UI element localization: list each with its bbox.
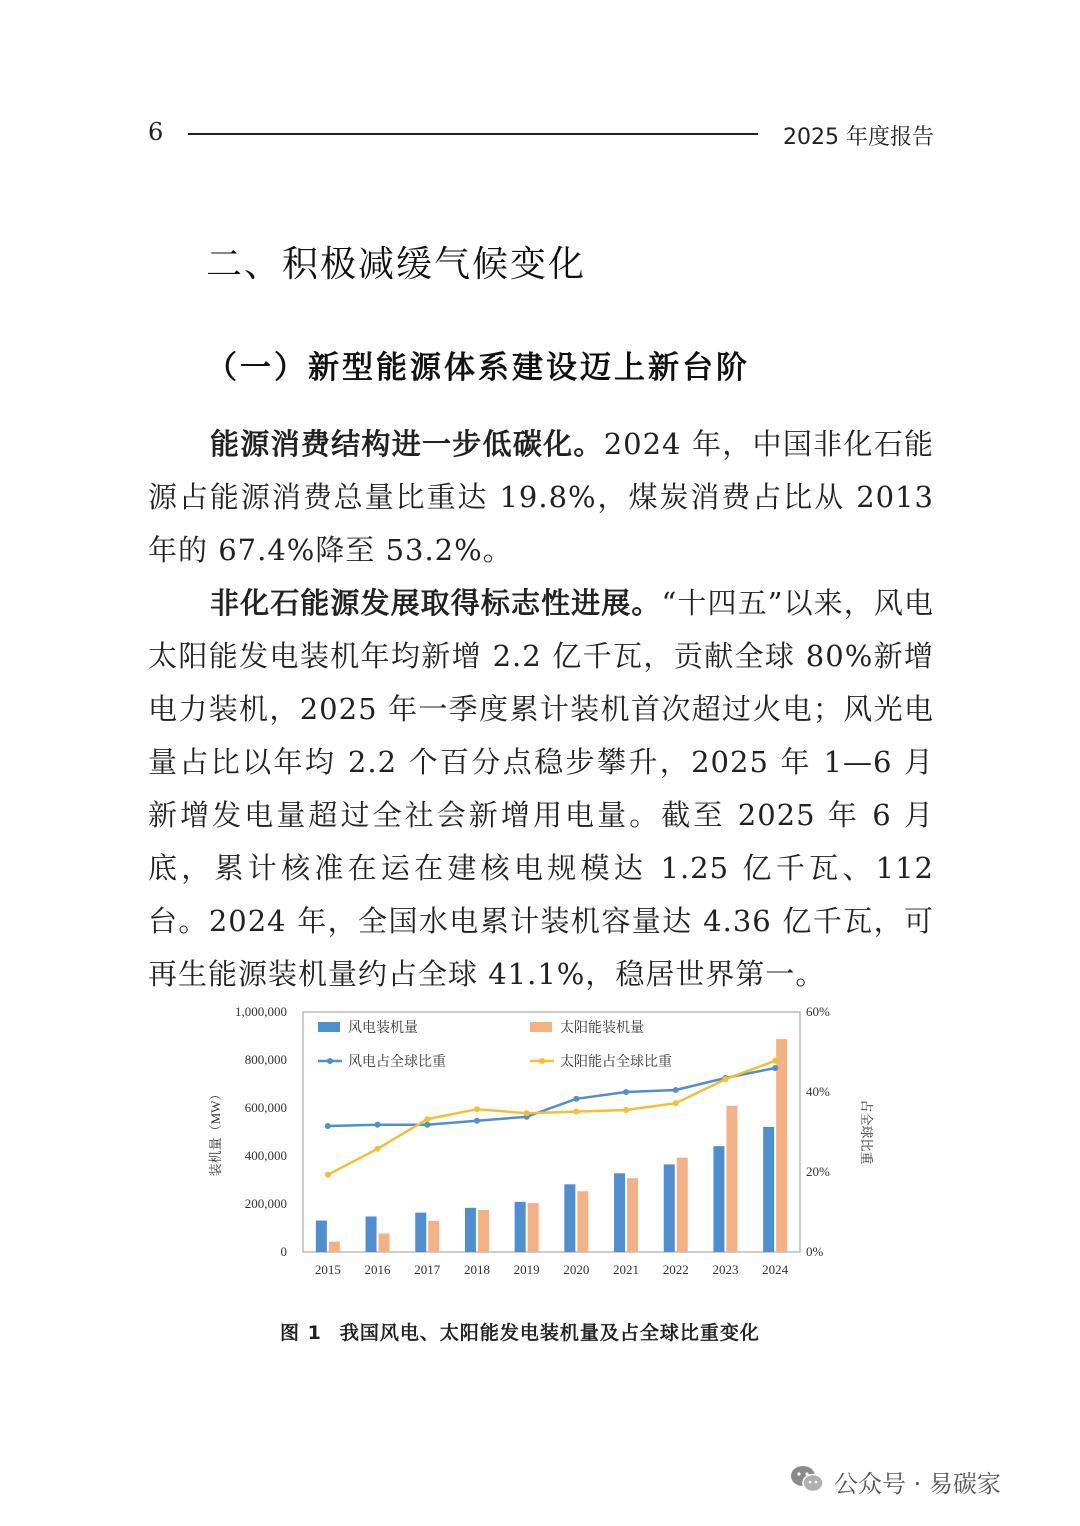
y-tick-label: 200,000 [244,1196,287,1211]
y-axis-label: 装机量（MW） [208,1087,223,1177]
wind-share-point [325,1123,331,1129]
running-title: 2025 年度报告 [783,125,934,150]
subsection-title: （一）新型能源体系建设迈上新台阶 [206,350,750,386]
solar-share-point [375,1146,381,1152]
wind-share-point [375,1122,381,1128]
y2-tick-label: 20% [806,1164,830,1179]
figure-caption-text: 我国风电、太阳能发电装机量及占全球比重变化 [339,1322,760,1344]
wind-share-point [623,1089,629,1095]
wind-capacity-bar [564,1184,575,1252]
wind-share-point [424,1122,430,1128]
paragraph-lead: 非化石能源发展取得标志性进展。 [210,586,662,620]
solar-capacity-bar [726,1106,737,1252]
x-tick-label: 2019 [513,1262,540,1277]
y2-tick-label: 60% [806,1004,830,1019]
legend-label: 风电装机量 [348,1021,418,1036]
solar-capacity-bar [776,1039,787,1252]
wind-capacity-bar [415,1213,426,1252]
legend-label: 风电占全球比重 [348,1055,446,1070]
solar-capacity-bar [677,1158,688,1252]
installed-capacity-chart [190,998,874,1298]
plot-frame [303,1012,800,1252]
paragraph [148,577,934,1001]
legend-swatch [530,1022,552,1032]
wind-share-point [474,1118,480,1124]
wind-capacity-bar [515,1202,526,1252]
x-tick-label: 2023 [712,1262,739,1277]
paragraph-lead: 能源消费结构进一步低碳化。 [210,427,604,461]
paragraph-text: 2024 年，中国非化石能源占能源消费总量比重达 19.8%，煤炭消费占比从 2013 年的 67.4%降至 53.2%。 [148,427,934,567]
wind-capacity-bar [465,1208,476,1252]
wind-capacity-bar [366,1216,377,1252]
solar-share-point [722,1076,728,1082]
solar-share-point [623,1107,629,1113]
header-rule [188,133,758,135]
watermark-text: 公众号 · 易碳家 [834,1470,1001,1498]
solar-share-line [328,1061,775,1175]
body-text [148,418,934,1001]
x-tick-label: 2015 [314,1262,341,1277]
solar-share-point [573,1109,579,1115]
wind-capacity-bar [614,1173,625,1252]
x-tick-label: 2018 [463,1262,490,1277]
solar-share-point [474,1106,480,1112]
x-tick-label: 2024 [762,1262,789,1277]
y2-tick-label: 0% [806,1244,824,1259]
x-tick-label: 2017 [414,1262,441,1277]
solar-capacity-bar [379,1234,390,1252]
solar-capacity-bar [478,1210,489,1252]
legend-label: 太阳能装机量 [560,1021,644,1036]
figure-number: 图 1 [280,1322,322,1344]
section-title: 二、积极减缓气候变化 [206,244,587,285]
wind-capacity-bar [713,1146,724,1252]
solar-capacity-bar [428,1221,439,1252]
figure-caption [280,1318,820,1345]
y-tick-label: 1,000,000 [235,1004,287,1019]
page-number: 6 [148,118,164,146]
wind-capacity-bar [763,1127,774,1252]
solar-share-point [673,1100,679,1106]
x-tick-label: 2021 [613,1262,640,1277]
x-tick-label: 2016 [364,1262,391,1277]
solar-share-point [772,1058,778,1064]
wind-share-point [573,1096,579,1102]
y-tick-label: 600,000 [244,1100,287,1115]
solar-capacity-bar [528,1203,539,1252]
y-tick-label: 800,000 [244,1052,287,1067]
wind-capacity-bar [664,1164,675,1252]
y2-tick-label: 40% [806,1084,830,1099]
solar-capacity-bar [577,1191,588,1252]
legend-label: 太阳能占全球比重 [560,1055,672,1070]
wind-share-point [772,1065,778,1071]
wind-share-point [673,1087,679,1093]
wind-capacity-bar [316,1221,327,1252]
x-tick-label: 2020 [563,1262,590,1277]
watermark [790,1458,1060,1502]
legend-marker [539,1058,545,1064]
solar-share-point [524,1110,530,1116]
solar-capacity-bar [329,1242,340,1252]
legend-swatch [318,1022,340,1032]
paragraph [148,418,934,577]
paragraph-text: “十四五”以来，风电太阳能发电装机年均新增 2.2 亿千瓦，贡献全球 80%新增电力装机，2025 年一季度累计装机首次超过火电；风光电量占比以年均 2.2 个百分点稳步攀升，2025 年 1—6 月新增发电量超过全社会新增用电量。截至 2025 年 6 月底，累计核准在运在建核电规模达 1.25 亿千瓦、112 台。2024 年，全国水电累计装机容量达 4.36 亿千瓦，可再生能源装机量约占全球 41.1%，稳居世界第一。 [148,586,934,991]
y-tick-label: 400,000 [244,1148,287,1163]
wind-share-line [328,1068,775,1126]
y2-axis-label: 占全球比重 [859,1099,874,1165]
x-tick-label: 2022 [662,1262,689,1277]
solar-share-point [424,1116,430,1122]
solar-share-point [325,1172,331,1178]
solar-capacity-bar [627,1178,638,1252]
legend-marker [327,1058,333,1064]
page-header [148,118,934,150]
chart-svg [190,998,874,1298]
y-tick-label: 0 [280,1244,287,1259]
wechat-icon [790,1464,824,1494]
